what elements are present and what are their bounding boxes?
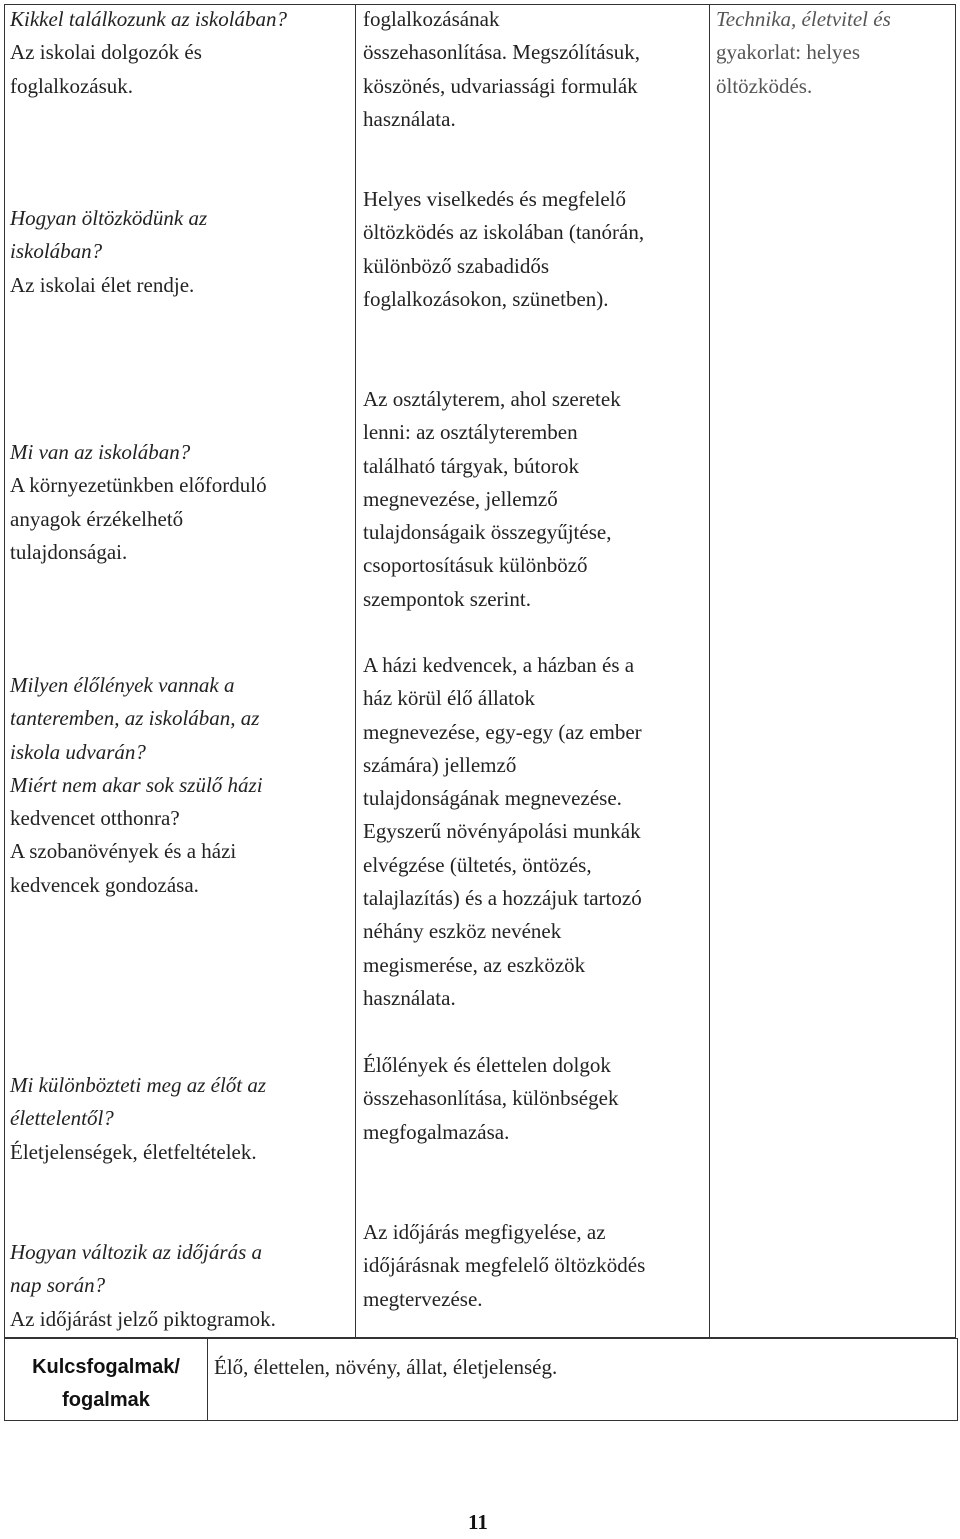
content-line: megnevezése, jellemző: [363, 486, 558, 511]
topic-line: Hogyan öltözködünk az: [10, 206, 208, 230]
content-line: Egyszerű növényápolási munkák: [363, 819, 641, 844]
row-4-content: [363, 649, 642, 1015]
row-3-topic: [10, 436, 267, 569]
content-line: néhány eszköz nevének: [363, 919, 562, 944]
content-line: számára) jellemző: [363, 752, 517, 777]
content-line: Helyes viselkedés és megfelelő: [363, 187, 626, 211]
topic-line: Mi különbözteti meg az élőt az: [10, 1073, 267, 1097]
content-line: megismerése, az eszközök: [363, 952, 586, 977]
content-line: ház körül élő állatok: [363, 686, 536, 711]
topic-line: A szobanövények és a házi: [10, 839, 237, 864]
topic-line: Életjelenségek, életfeltételek.: [10, 1139, 257, 1164]
topic-line: tulajdonságai.: [10, 539, 128, 564]
row-1-content: [363, 3, 640, 136]
topic-line: Hogyan változik az időjárás a: [10, 1240, 262, 1264]
row-5-content: [363, 1049, 618, 1149]
topic-line: A környezetünkben előforduló: [10, 473, 267, 498]
topic-line: Az iskolai élet rendje.: [10, 272, 195, 297]
content-line: tulajdonságának megnevezése.: [363, 786, 622, 811]
topic-line: Az iskolai dolgozók és: [10, 40, 202, 65]
row-5-topic: [10, 1069, 266, 1169]
topic-line: Milyen élőlények vannak a: [10, 673, 235, 697]
topic-line: nap során?: [10, 1273, 106, 1298]
row-2-topic: [10, 202, 207, 302]
content-line: foglalkozásokon, szünetben).: [363, 286, 609, 311]
content-line: Az osztályterem, ahol szeretek: [363, 387, 621, 411]
kulcsfogalmak-label: [5, 1351, 207, 1417]
content-line: összehasonlítása. Megszólításuk,: [363, 40, 641, 65]
row-3-content: [363, 383, 621, 616]
content-line: köszönés, udvariassági formulák: [363, 73, 638, 98]
kulcsfogalmak-label-line2: fogalmak: [62, 1389, 150, 1411]
topic-line: Mi van az iskolában?: [10, 440, 191, 464]
connection-line: Technika, életvitel és: [716, 7, 891, 31]
content-line: lenni: az osztályteremben: [363, 420, 578, 445]
topic-line: Miért nem akar sok szülő házi: [10, 772, 263, 797]
kulcsfogalmak-text: Élő, élettelen, növény, állat, életjelenség.: [214, 1355, 558, 1379]
content-line: megnevezése, egy-egy (az ember: [363, 719, 642, 744]
row-1-topic: [10, 3, 287, 103]
topic-line: iskolában?: [10, 239, 103, 264]
content-line: időjárásnak megfelelő öltözködés: [363, 1253, 646, 1278]
content-line: talajlazítás) és a hozzájuk tartozó: [363, 886, 642, 911]
content-line: megtervezése.: [363, 1286, 483, 1311]
content-line: csoportosításuk különböző: [363, 553, 588, 578]
content-line: öltözködés az iskolában (tanórán,: [363, 220, 645, 245]
content-line: szempontok szerint.: [363, 586, 531, 611]
content-line: tulajdonságaik összegyűjtése,: [363, 520, 612, 545]
content-line: található tárgyak, bútorok: [363, 453, 579, 478]
row-6-content: [363, 1216, 645, 1316]
content-line: foglalkozásának: [363, 7, 500, 31]
topic-line: iskola udvarán?: [10, 739, 146, 764]
content-line: A házi kedvencek, a házban és a: [363, 653, 635, 677]
topic-line: Kikkel találkozunk az iskolában?: [10, 7, 288, 31]
row-1-connection: [716, 3, 891, 103]
content-line: összehasonlítása, különbségek: [363, 1086, 619, 1111]
content-line: különböző szabadidős: [363, 253, 550, 278]
row-2-content: [363, 183, 644, 316]
row-6-topic: [10, 1236, 276, 1336]
kulcsfogalmak-label-line1: Kulcsfogalmak/: [32, 1356, 180, 1378]
connection-line: öltözködés.: [716, 73, 813, 98]
topic-line: kedvencet otthonra?: [10, 806, 180, 831]
topic-line: kedvencek gondozása.: [10, 872, 199, 897]
content-line: használata.: [363, 106, 456, 131]
column-divider-1: [355, 4, 356, 1338]
page-number: 11: [468, 1510, 488, 1534]
content-line: használata.: [363, 985, 456, 1010]
topic-line: anyagok érzékelhető: [10, 506, 184, 531]
kulcsfogalmak-divider: [207, 1338, 208, 1421]
row-4-topic: [10, 669, 263, 902]
topic-line: foglalkozásuk.: [10, 73, 134, 98]
content-line: elvégzése (ültetés, öntözés,: [363, 852, 592, 877]
content-line: Az időjárás megfigyelése, az: [363, 1220, 606, 1244]
topic-line: tanteremben, az iskolában, az: [10, 706, 260, 731]
connection-line: gyakorlat: helyes: [716, 40, 861, 65]
topic-line: Az időjárást jelző piktogramok.: [10, 1306, 276, 1331]
column-divider-2: [709, 4, 710, 1338]
content-line: megfogalmazása.: [363, 1119, 510, 1144]
content-line: Élőlények és élettelen dolgok: [363, 1053, 611, 1077]
topic-line: élettelentől?: [10, 1106, 114, 1131]
